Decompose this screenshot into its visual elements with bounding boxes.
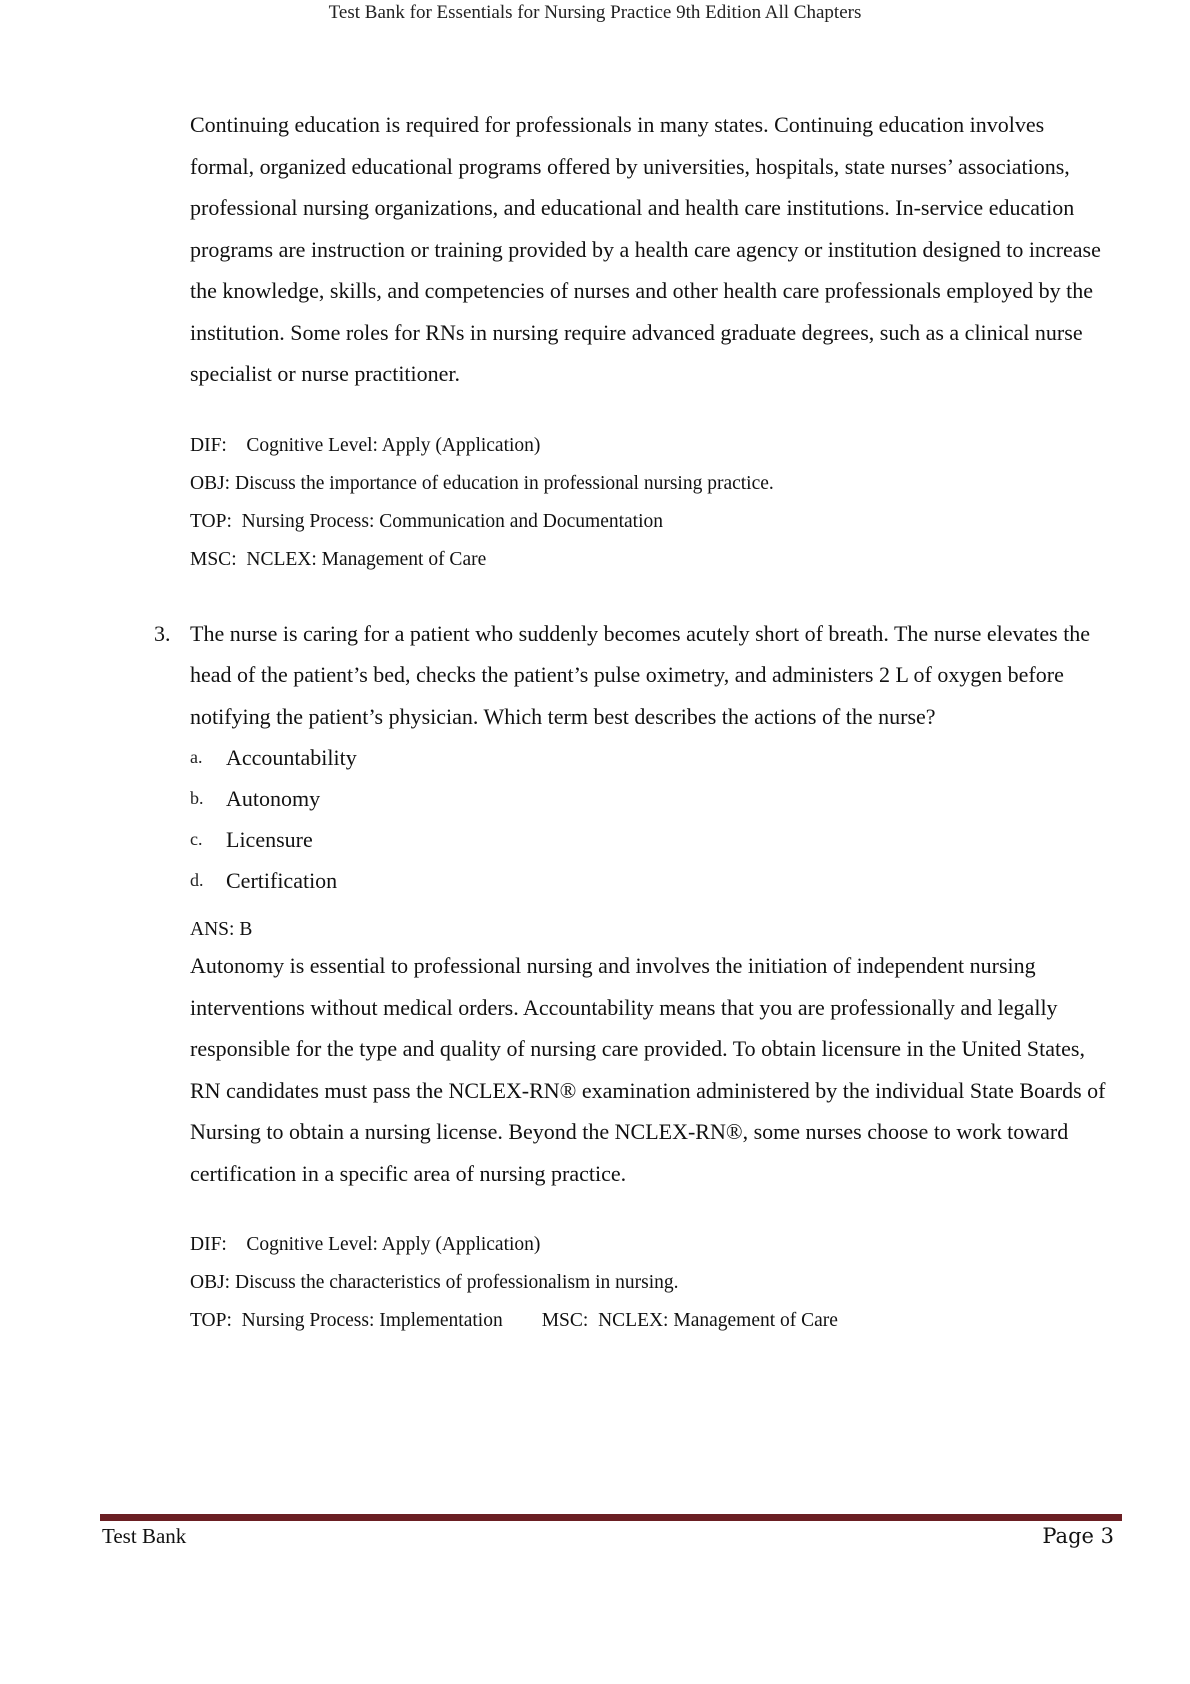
previous-question-metadata — [190, 427, 1110, 579]
option-b — [190, 778, 1110, 819]
answer-label: ANS: — [190, 919, 235, 940]
dif-label: DIF: — [190, 1234, 227, 1255]
option-letter: c. — [190, 829, 203, 849]
footer-title: Test Bank — [102, 1524, 187, 1548]
msc-value: NCLEX: Management of Care — [246, 548, 487, 570]
document-body — [154, 104, 1110, 1340]
answer-value: B — [239, 919, 253, 940]
page-number: Page 3 — [1042, 1524, 1114, 1548]
option-text: Certification — [226, 867, 338, 893]
option-d — [190, 860, 1110, 901]
obj-row — [190, 1264, 1110, 1302]
obj-label: OBJ: — [190, 472, 231, 494]
obj-label: OBJ: — [190, 1272, 231, 1293]
option-letter: a. — [190, 747, 203, 767]
dif-value: Cognitive Level: Apply (Application) — [246, 1234, 541, 1255]
question-metadata — [190, 1226, 1110, 1340]
top-label: TOP: — [190, 1310, 232, 1331]
previous-rationale: Continuing education is required for professionals in many states. Continuing education involves formal, organized educational programs offered by universities, hospitals, state nurses’ associations, professional nursing organizations, and educational and health care institutions. In-service education programs are instruction or training provided by a health care agency or institution designed to increase the knowledge, skills, and competencies of nurses and other health care professionals employed by the institution. Some roles for RNs in nursing require advanced graduate degrees, such as a clinical nurse specialist or nurse practitioner. — [190, 112, 1101, 386]
top-value: Nursing Process: Implementation — [241, 1310, 503, 1331]
dif-value: Cognitive Level: Apply (Application) — [246, 434, 541, 456]
dif-row — [190, 427, 1110, 465]
obj-value: Discuss the importance of education in professional nursing practice. — [234, 472, 774, 494]
option-a — [190, 737, 1110, 778]
top-label: TOP: — [190, 510, 232, 532]
answer-line — [190, 915, 1110, 945]
option-text: Autonomy — [226, 785, 321, 811]
question-stem: The nurse is caring for a patient who suddenly becomes acutely short of breath. The nurse elevates the head of the patient’s bed, checks the patient’s pulse oximetry, and administers 2 L of oxygen before notifying the patient’s physician. Which term best describes the actions of the nurse? — [190, 620, 1091, 729]
question-number: 3. — [154, 620, 171, 646]
option-letter: d. — [190, 870, 204, 890]
top-value: Nursing Process: Communication and Documentation — [241, 510, 664, 532]
page-header-title: Test Bank for Essentials for Nursing Practice 9th Edition All Chapters — [328, 2, 862, 23]
footer-rule — [100, 1514, 1122, 1521]
msc-value: NCLEX: Management of Care — [598, 1310, 838, 1331]
msc-label: MSC: — [190, 548, 237, 570]
answer-options — [190, 737, 1110, 901]
obj-value: Discuss the characteristics of professionalism in nursing. — [234, 1272, 679, 1293]
top-row — [190, 503, 1110, 541]
dif-label: DIF: — [190, 434, 227, 456]
option-letter: b. — [190, 788, 204, 808]
dif-row — [190, 1226, 1110, 1264]
msc-row — [190, 541, 1110, 579]
option-c — [190, 819, 1110, 860]
obj-row — [190, 465, 1110, 503]
question-rationale: Autonomy is essential to professional nursing and involves the initiation of independent nursing interventions without medical orders. Accountability means that you are professionally and legally responsible for the type and quality of nursing care provided. To obtain licensure in the United States, RN candidates must pass the NCLEX-RN® examination administered by the individual State Boards of Nursing to obtain a nursing license. Beyond the NCLEX-RN®, some nurses choose to work toward certification in a specific area of nursing practice. — [190, 953, 1106, 1186]
option-text: Accountability — [226, 744, 357, 770]
top-msc-row — [190, 1302, 1110, 1340]
msc-label: MSC: — [541, 1310, 589, 1331]
question-3 — [154, 613, 1110, 1341]
option-text: Licensure — [226, 826, 313, 852]
